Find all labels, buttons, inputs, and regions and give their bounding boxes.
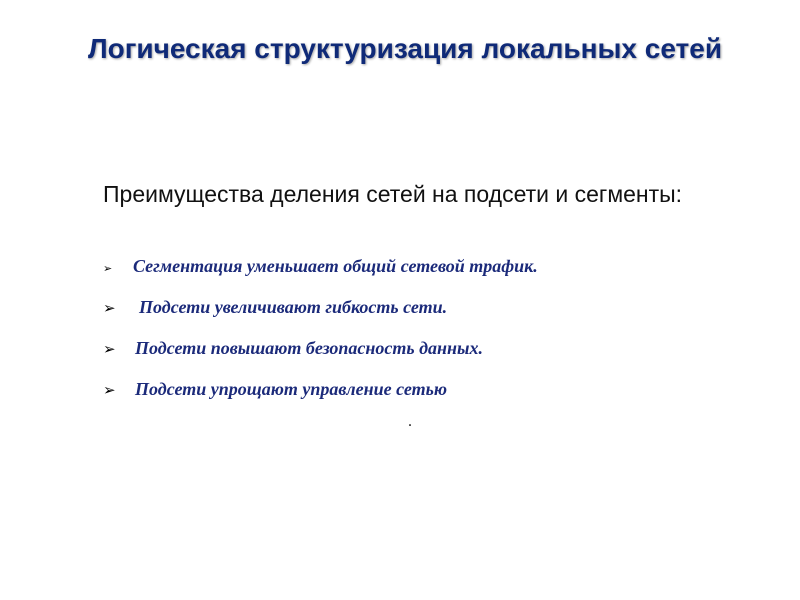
bullet-text: Подсети повышают безопасность данных.: [135, 338, 484, 358]
bullet-list: [103, 256, 743, 420]
trailing-period: .: [408, 413, 412, 430]
arrowhead-bullet-icon: ➢: [103, 262, 113, 275]
bullet-item: [103, 379, 743, 420]
arrowhead-bullet-icon: ➢: [103, 299, 116, 317]
bullet-item: [103, 338, 743, 379]
slide-subtitle: Преимущества деления сетей на подсети и сегменты:: [103, 181, 683, 207]
arrowhead-bullet-icon: ➢: [103, 381, 116, 399]
slide-title: Логическая структуризация локальных сетей: [87, 33, 723, 64]
bullet-text: Подсети упрощают управление сетью: [135, 379, 447, 399]
bullet-item: [103, 256, 743, 297]
arrowhead-bullet-icon: ➢: [103, 340, 116, 358]
bullet-text: Подсети увеличивают гибкость сети.: [139, 297, 448, 317]
bullet-text: Сегментация уменьшает общий сетевой трафик.: [133, 256, 538, 276]
bullet-item: [103, 297, 743, 338]
